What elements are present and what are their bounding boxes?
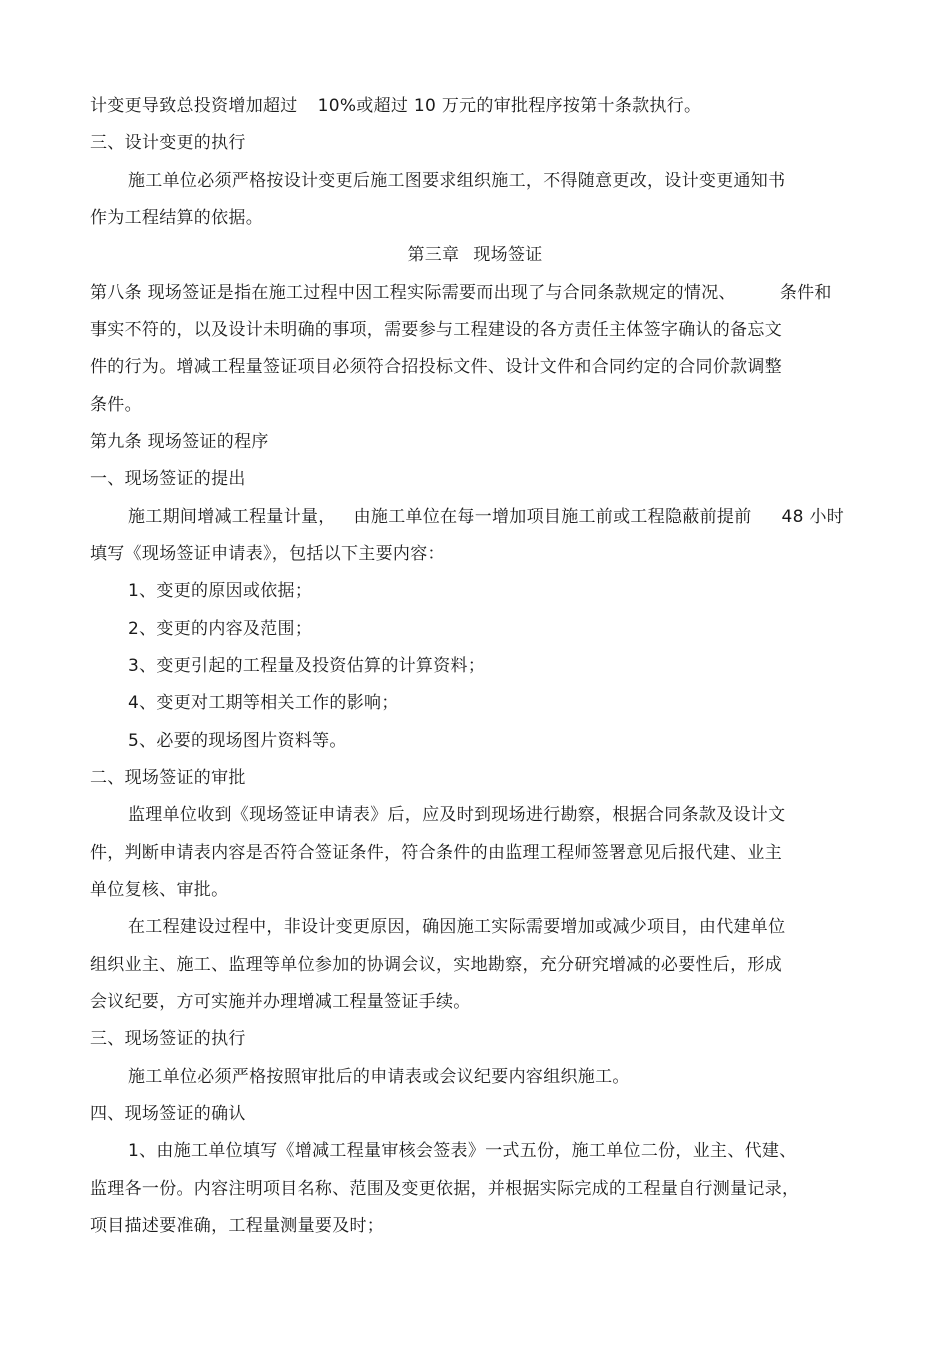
article-heading: 第九条 现场签证的程序 [90, 432, 269, 452]
paragraph-line: 作为工程结算的依据。 [90, 208, 263, 228]
chapter-number: 第三章 [407, 245, 460, 265]
list-item: 4、变更对工期等相关工作的影响； [128, 693, 399, 713]
paragraph-line: 件的行为。增减工程量签证项目必须符合招投标文件、设计文件和合同约定的合同价款调整 [90, 357, 782, 377]
list-item: 1、变更的原因或依据； [128, 581, 313, 601]
chapter-title [0, 244, 950, 266]
paragraph-line: 监理各一份。内容注明项目名称、范围及变更依据，并根据实际完成的工程量自行测量记录， [90, 1179, 800, 1199]
paragraph-line: 施工单位必须严格按照审批后的申请表或会议纪要内容组织施工。 [128, 1067, 630, 1087]
paragraph-line: 条件。 [90, 395, 142, 415]
text-span: 计变更导致总投资增加超过 [90, 96, 298, 116]
section-heading: 三、设计变更的执行 [90, 133, 246, 153]
section-heading: 一、现场签证的提出 [90, 469, 246, 489]
paragraph-line [90, 95, 701, 117]
section-heading: 三、现场签证的执行 [90, 1029, 246, 1049]
list-item: 2、变更的内容及范围； [128, 619, 313, 639]
paragraph-line: 会议纪要，方可实施并办理增减工程量签证手续。 [90, 992, 471, 1012]
text-span: 施工期间增减工程量计量， [128, 507, 336, 527]
paragraph-line [128, 506, 844, 528]
paragraph-line: 填写《现场签证申请表》，包括以下主要内容： [90, 544, 445, 564]
article-line [90, 282, 832, 304]
paragraph-line: 施工单位必须严格按设计变更后施工图要求组织施工，不得随意更改，设计变更通知书 [128, 171, 786, 191]
section-heading: 二、现场签证的审批 [90, 768, 246, 788]
list-item: 3、变更引起的工程量及投资估算的计算资料； [128, 656, 486, 676]
text-span: 第八条 现场签证是指在施工过程中因工程实际需要而出现了与合同条款规定的情况、 [90, 283, 736, 303]
paragraph-line: 1、由施工单位填写《增减工程量审核会签表》一式五份，施工单位二份，业主、代建、 [128, 1141, 797, 1161]
paragraph-line: 在工程建设过程中，非设计变更原因，确因施工实际需要增加或减少项目，由代建单位 [128, 917, 786, 937]
list-item: 5、必要的现场图片资料等。 [128, 731, 347, 751]
text-span: 10%或超过 10 万元的审批程序按第十条款执行。 [317, 96, 702, 116]
section-heading: 四、现场签证的确认 [90, 1104, 246, 1124]
paragraph-line: 单位复核、审批。 [90, 880, 229, 900]
text-span: 由施工单位在每一增加项目施工前或工程隐蔽前提前 [353, 507, 752, 527]
paragraph-line: 组织业主、施工、监理等单位参加的协调会议，实地勘察，充分研究增减的必要性后，形成 [90, 955, 782, 975]
text-span: 48 小时 [781, 507, 845, 527]
paragraph-line: 项目描述要准确，工程量测量要及时； [90, 1216, 385, 1236]
paragraph-line: 监理单位收到《现场签证申请表》后，应及时到现场进行勘察，根据合同条款及设计文 [128, 805, 786, 825]
paragraph-line: 事实不符的，以及设计未明确的事项，需要参与工程建设的各方责任主体签字确认的备忘文 [90, 320, 782, 340]
text-span: 条件和 [779, 283, 832, 303]
paragraph-line: 件，判断申请表内容是否符合签证条件，符合条件的由监理工程师签署意见后报代建、业主 [90, 843, 782, 863]
chapter-name: 现场签证 [473, 245, 543, 265]
